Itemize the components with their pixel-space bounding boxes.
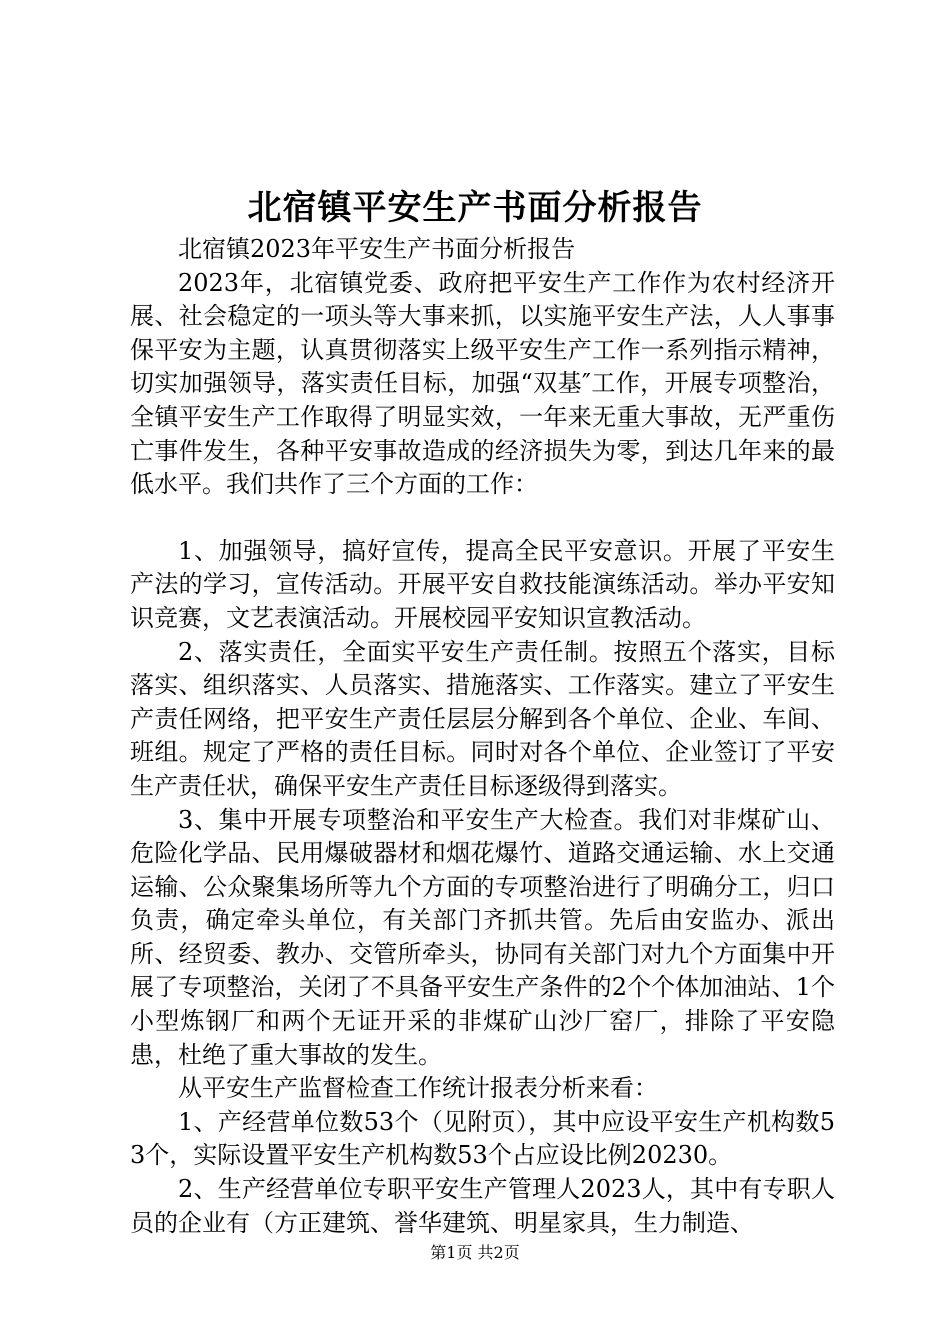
intro-paragraph: 2023年，北宿镇党委、政府把平安生产工作作为农村经济开展、社会稳定的一项头等大事来抓，以实施平安生产法，人人事事保平安为主题，认真贯彻落实上级平安生产工作一系列指示精神，切实加强领导，落实责任目标，加强“双基″工作，开展专项整治，全镇平安生产工作取得了明显实效，一年来无重大事故，无严重伤亡事件发生，各种平安事故造成的经济损失为零，到达几年来的最低水平。我们共作了三个方面的工作：	[130, 268, 835, 499]
statistics-item-1-paragraph: 1、产经营单位数53个（见附页），其中应设平安生产机构数53个，实际设置平安生产机构数53个占应设比例20230。	[130, 1107, 835, 1170]
document-title: 北宿镇平安生产书面分析报告	[247, 188, 703, 228]
page-number-footer: 第1页 共2页	[430, 1243, 520, 1262]
report-subtitle-paragraph: 北宿镇2023年平安生产书面分析报告	[178, 235, 576, 263]
document-body	[130, 233, 835, 1240]
work-item-3-paragraph: 3、集中开展专项整治和平安生产大检查。我们对非煤矿山、危险化学品、民用爆破器材和烟花爆竹、道路交通运输、水上交通运输、公众聚集场所等九个方面的专项整治进行了明确分工，归口负责，确定牵头单位，有关部门齐抓共管。先后由安监办、派出所、经贸委、教办、交管所牵头，协同有关部门对九个方面集中开展了专项整治，关闭了不具备平安生产条件的2个个体加油站、1个小型炼钢厂和两个无证开采的非煤矿山沙厂窑厂，排除了平安隐患，杜绝了重大事故的发生。	[130, 805, 835, 1069]
statistics-intro-paragraph: 从平安生产监督检查工作统计报表分析来看：	[178, 1074, 658, 1103]
work-item-1-paragraph: 1、加强领导，搞好宣传，提高全民平安意识。开展了平安生产法的学习，宣传活动。开展平安自救技能演练活动。举办平安知识竞赛，文艺表演活动。开展校园平安知识宣教活动。	[130, 536, 835, 632]
statistics-item-2-paragraph: 2、生产经营单位专职平安生产管理人2023人，其中有专职人员的企业有（方正建筑、誉华建筑、明星家具，生力制造、	[130, 1175, 835, 1237]
work-item-2-paragraph: 2、落实责任，全面实平安生产责任制。按照五个落实，目标落实、组织落实、人员落实、措施落实、工作落实。建立了平安生产责任网络，把平安生产责任层层分解到各个单位、企业、车间、班组。规定了严格的责任目标。同时对各个单位、企业签订了平安生产责任状，确保平安生产责任目标逐级得到落实。	[130, 637, 835, 800]
